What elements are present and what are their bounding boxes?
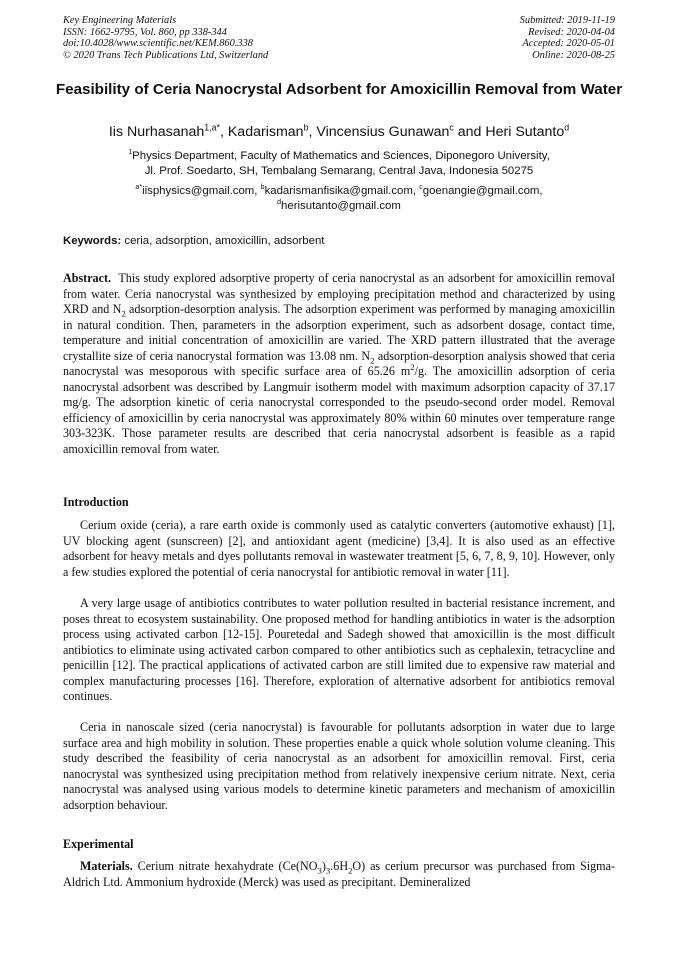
materials-paragraph: Materials. Cerium nitrate hexahydrate $(Ce(NO_3)_3.6H_2O)$ as cerium precursor was purchased from Sigma-Aldrich Ltd. Ammonium hydroxide (Merck) was used as precipitant. Demineralized bbox=[63, 859, 615, 889]
accepted-date: Accepted: 2020-05-01 bbox=[522, 38, 615, 50]
introduction-heading: Introduction bbox=[63, 495, 129, 509]
journal-name: Key Engineering Materials bbox=[63, 15, 177, 26]
journal-info bbox=[63, 15, 268, 61]
email-link[interactable]: goenangie@gmail.com bbox=[422, 185, 540, 197]
intro-paragraph-1: Cerium oxide (ceria), a rare earth oxide is commonly used as catalytic converters (automotive exhaust) [1], UV blocking agent (sunscreen) [2], and antioxidant agent (medicine) [3,4]. It is also used as an effective adsorbent for heavy metals and dyes pollutants removal in wastewater treatment [5, 6, 7, 8, 9, 10]. However, only a few studies explored the potential of ceria nanocrystal for antibiotic removal in water [11]. bbox=[63, 518, 615, 579]
author-emails: $^{a*}$iisphysics@gmail.com, $^b$kadarismanfisika@gmail.com, $^c$goenangie@gmail.com, $^d$herisutanto@gmail.com bbox=[135, 184, 543, 212]
abstract: Abstract. This study explored adsorptive property of ceria nanocrystal as an adsorbent for amoxicillin removal from water. Ceria nanocrystal was synthesized by employing precipitation method and characterized by using XRD and $N_2$ adsorption-desorption analysis. The adsorption experiment was performed by managing amoxicillin in natural condition. Then, parameters in the adsorption experiment, such as adsorbent dosage, contact time, temperature and initial concentration of amoxicillin are varied. The XRD pattern illustrated that the average crystallite size of ceria nanocrystal formation was 13.08 nm. $N_2$ adsorption-desorption analysis showed that ceria nanocrystal was mesoporous with specific surface area of 65.26 $m^2/g$. The amoxicillin adsorption of ceria nanocrystal adsorbent was described by Langmuir isotherm model with maximum adsorption capacity of 37.17 mg/g. The adsorption kinetic of ceria nanocrystal corresponded to the pseudo-second order model. Removal efficiency of amoxicillin by ceria nanocrystal was approximately 80% within 60 minutes over temperature range 303-323K. Those parameter results are described that ceria nanocrystal adsorbent is feasible as a rapid amoxicillin removal from water. bbox=[63, 271, 616, 456]
keywords bbox=[63, 234, 324, 249]
online-date: Online: 2020-08-25 bbox=[532, 49, 615, 61]
journal-copyright: © 2020 Trans Tech Publications Ltd, Switzerland bbox=[63, 49, 269, 61]
abstract-label: Abstract. bbox=[63, 271, 112, 285]
keywords-label: Keywords: bbox=[63, 235, 122, 247]
email-link[interactable]: iisphysics@gmail.com bbox=[142, 185, 255, 197]
email-link[interactable]: kadarismanfisika@gmail.com bbox=[264, 185, 413, 197]
keywords-text: ceria, adsorption, amoxicillin, adsorbent bbox=[124, 235, 325, 247]
author-mark: d bbox=[564, 122, 570, 133]
paper-title: Feasibility of Ceria Nanocrystal Adsorbent for Amoxicillin Removal from Water bbox=[55, 81, 623, 98]
affiliation-line: Physics Department, Faculty of Mathematics and Sciences, Diponegoro University, bbox=[132, 150, 550, 162]
author-mark: c bbox=[449, 122, 454, 133]
intro-paragraph-2: A very large usage of antibiotics contributes to water pollution resulted in bacterial resistance increment, and poses threat to ecosystem sustainability. One proposed method for handling antibiotics in water is the adsorption process using activated carbon [12-15]. Pouretedal and Sadegh showed that amoxicillin is the most difficult antibiotics to eliminate using activated carbon compared to other antibiotics such as cephalexin, tetracycline and penicillin [12]. The practical applications of activated carbon are still limited due to expensive raw material and complex manufacturing processes [16]. Therefore, exploration of alternative adsorbent for antibiotics removal continues. bbox=[63, 596, 615, 703]
revised-date: Revised: 2020-04-04 bbox=[528, 26, 615, 38]
author-list: Iis Nurhasanah$^{1,a*}$, Kadarisman$^b$, Vincensius Gunawan$^c$ and Heri Sutanto$^d$ bbox=[108, 122, 570, 140]
submitted-date: Submitted: 2019-11-19 bbox=[519, 15, 615, 26]
affiliation-address: Jl. Prof. Soedarto, SH, Tembalang Semarang, Central Java, Indonesia 50275 bbox=[144, 165, 534, 177]
affiliation: $^1$Physics Department, Faculty of Mathematics and Sciences, Diponegoro University, Jl. Prof. Soedarto, SH, Tembalang Semarang, Central Java, Indonesia 50275 bbox=[40, 149, 638, 179]
submission-dates bbox=[520, 15, 615, 61]
journal-issn: ISSN: 1662-9795, Vol. 860, pp 338-344 bbox=[63, 26, 227, 38]
experimental-heading: Experimental bbox=[63, 837, 134, 851]
email-link[interactable]: herisutanto@gmail.com bbox=[281, 200, 401, 212]
author-name: Vincensius Gunawan bbox=[316, 124, 450, 140]
journal-doi[interactable]: doi:10.4028/www.scientific.net/KEM.860.338 bbox=[63, 38, 253, 50]
author-name: Kadarisman bbox=[227, 124, 304, 140]
author-name: Heri Sutanto bbox=[485, 124, 565, 140]
materials-label: Materials. bbox=[80, 859, 133, 873]
author-mark: b bbox=[303, 122, 309, 133]
intro-paragraph-3: Ceria in nanoscale sized (ceria nanocrystal) is favourable for pollutants adsorption in water due to large surface area and high mobility in solution. These properties enable a quick whole solution volume cleaning. This study described the feasibility of ceria nanocrystal as an adsorbent for amoxicillin removal. First, ceria nanocrystal was synthesized using precipitation method from relatively inexpensive cerium nitrate. Next, ceria nanocrystal was analysed using various models to determine kinetic parameters and mechanism of amoxicillin adsorption behaviour. bbox=[63, 720, 615, 812]
author-mark: 1,a* bbox=[204, 122, 220, 133]
author-name: Iis Nurhasanah bbox=[108, 124, 205, 140]
